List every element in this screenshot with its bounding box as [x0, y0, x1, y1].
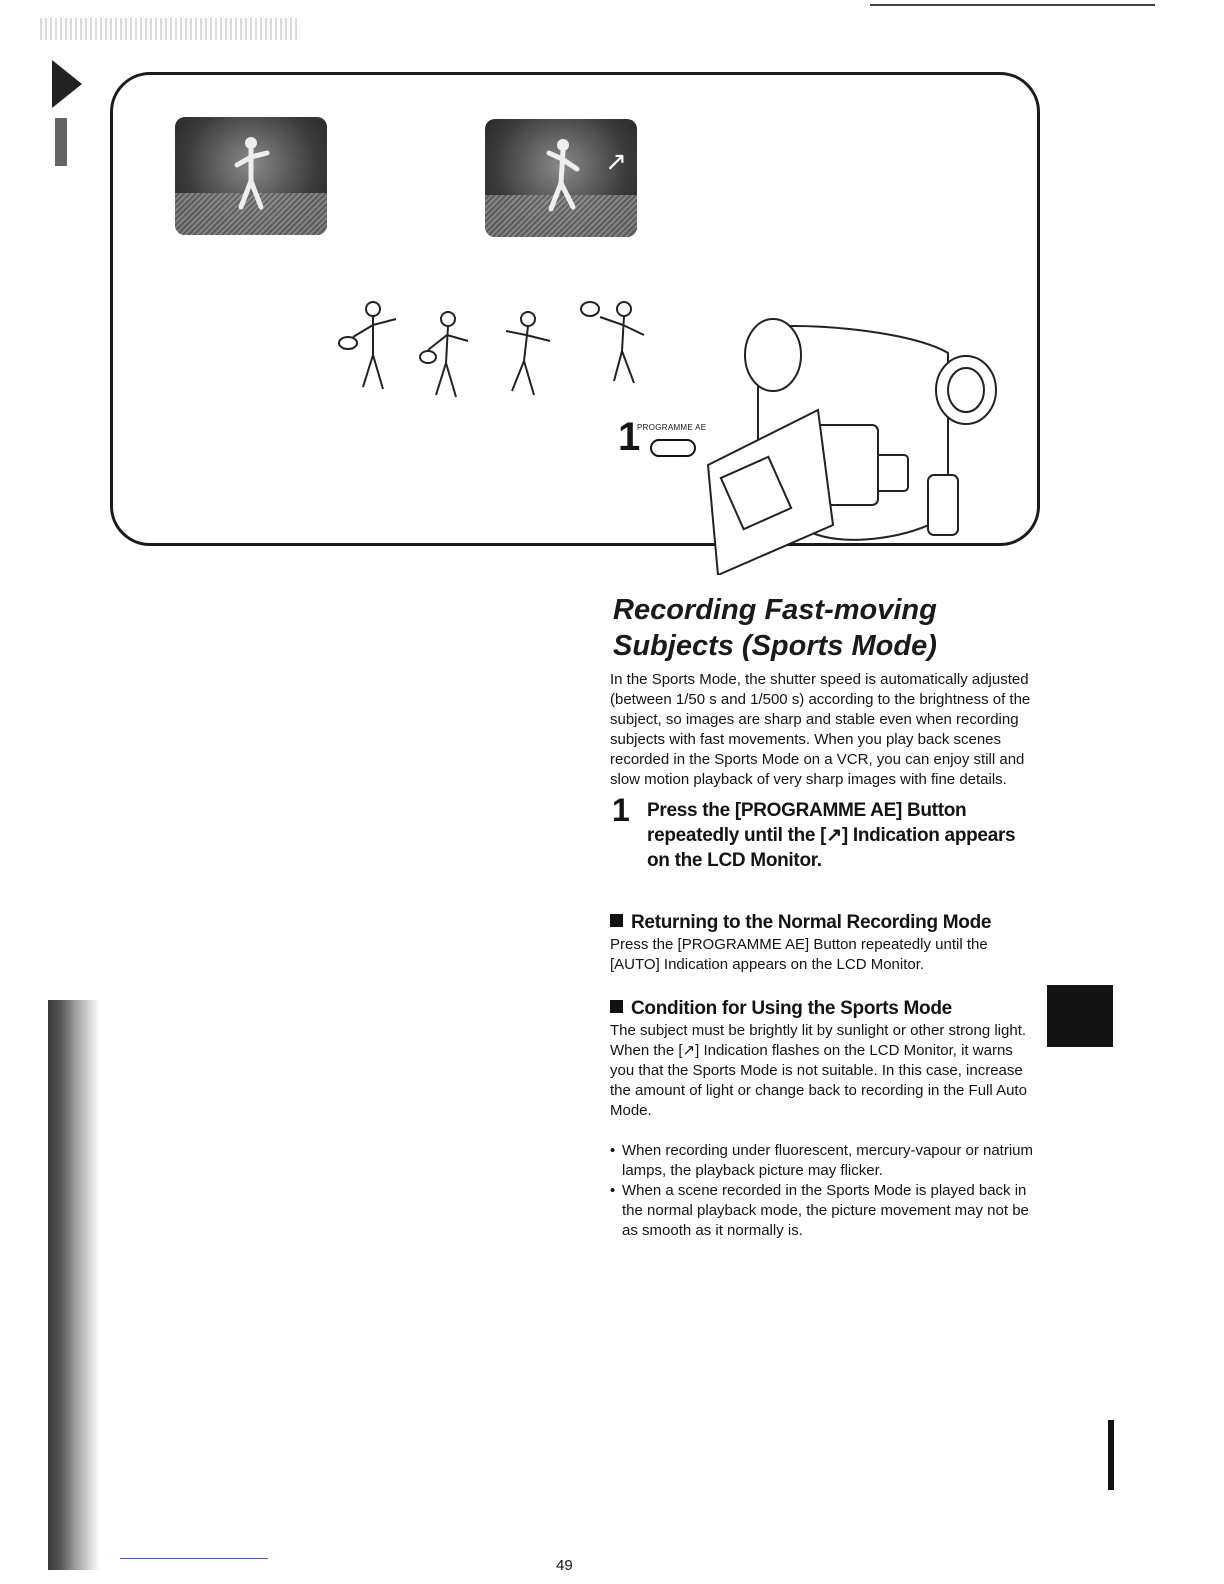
- edge-mark-arrow: [52, 60, 82, 108]
- list-item: • When a scene recorded in the Sports Mode is played back in the normal playback mode, the picture movement may not be as smooth as it normally is.: [610, 1181, 1040, 1241]
- illustration-step-number: 1: [618, 415, 641, 459]
- camcorder-icon: [698, 315, 1008, 575]
- tennis-player-figure-icon: [541, 137, 581, 217]
- square-bullet-icon: [610, 914, 623, 927]
- list-item: • When recording under fluorescent, mercury-vapour or natrium lamps, the playback picture may flicker.: [610, 1141, 1040, 1181]
- step-instruction: Press the [PROGRAMME AE] Button repeatedly until the [↗] Indication appears on the LCD Monitor.: [647, 800, 1016, 871]
- intro-paragraph: In the Sports Mode, the shutter speed is automatically adjusted (between 1/50 s and 1/500 s) according to the brightness of the subject, so images are sharp and stable even when recording subjects with fast movements. When you play back scenes recorded in the Sports Mode on a VCR, you can enjoy still and slow motion playback of very sharp images with fine details.: [610, 671, 1031, 788]
- section-returning-normal-mode: [610, 911, 1040, 975]
- programme-ae-callout: [618, 415, 707, 459]
- top-rule: [870, 4, 1155, 6]
- step-1: [610, 792, 1040, 873]
- step-number: 1: [612, 792, 630, 828]
- edge-mark-small: [55, 118, 67, 166]
- sports-mode-icon: ↗: [826, 825, 842, 846]
- scan-edge-shadow: [48, 1000, 100, 1570]
- notes-list: [610, 1141, 1040, 1241]
- square-bullet-icon: [610, 1000, 623, 1013]
- page-title: Recording Fast-moving Subjects (Sports Mode): [613, 594, 937, 662]
- section-heading: Returning to the Normal Recording Mode: [610, 911, 1040, 935]
- section-sports-mode-condition: [610, 997, 1040, 1121]
- tennis-player-photo-right: [485, 119, 637, 237]
- tennis-players-sequence: [328, 295, 658, 415]
- illustration-frame: [110, 72, 1040, 546]
- scan-link-line: [120, 1558, 268, 1559]
- section-body: The subject must be brightly lit by sunlight or other strong light. When the [↗] Indication flashes on the LCD Monitor, it warns you that the Sports Mode is not suitable. In this case, increase the amount of light or change back to recording in the Full Auto Mode.: [610, 1022, 1027, 1119]
- tennis-player-figure-icon: [231, 135, 271, 215]
- section-body: Press the [PROGRAMME AE] Button repeatedly until the [AUTO] Indication appears on the LCD Monitor.: [610, 936, 988, 973]
- tennis-player-photo-left: [175, 117, 327, 235]
- sports-mode-icon: ↗: [682, 1042, 696, 1059]
- main-content: [610, 592, 1040, 1241]
- programme-ae-button-icon: [650, 439, 696, 457]
- programme-ae-label: PROGRAMME AE: [637, 423, 707, 432]
- scan-artifact-top: [40, 18, 300, 40]
- page-number: 49: [556, 1557, 573, 1574]
- section-tab-marker: [1047, 985, 1113, 1047]
- sports-mode-icon: ↗: [605, 147, 627, 177]
- section-heading: Condition for Using the Sports Mode: [610, 997, 1040, 1021]
- scan-edge-mark-right: [1108, 1420, 1114, 1490]
